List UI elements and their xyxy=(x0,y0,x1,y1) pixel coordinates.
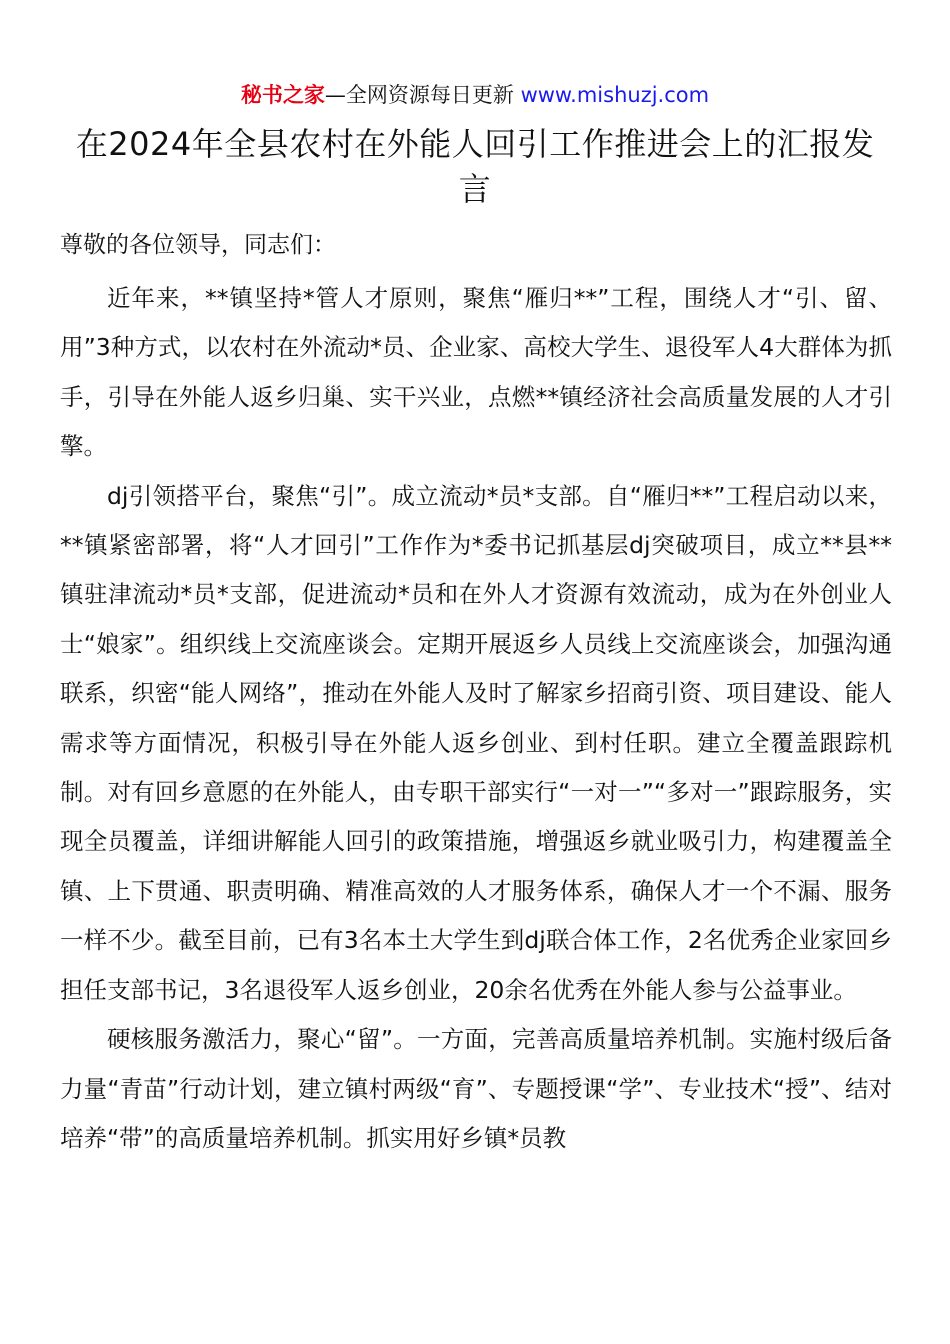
site-url-link[interactable]: www.mishuzj.com xyxy=(520,83,710,107)
document-body xyxy=(60,274,892,1163)
document-title: 在2024年全县农村在外能人回引工作推进会上的汇报发言 xyxy=(75,125,875,208)
salutation: 尊敬的各位领导，同志们： xyxy=(60,232,336,258)
brand-name: 秘书之家 xyxy=(240,83,325,107)
paragraph-retain: 硬核服务激活力，聚心“留”。一方面，完善高质量培养机制。实施村级后备力量“青苗”行动计划，建立镇村两级“育”、专题授课“学”、专业技术“授”、结对培养“带”的高质量培养机制。抓实用好乡镇*员教 xyxy=(60,1025,892,1152)
paragraph-intro: 近年来，**镇坚持*管人才原则，聚焦“雁归**”工程，围绕人才“引、留、用”3种方式，以农村在外流动*员、企业家、高校大学生、退役军人4大群体为抓手，引导在外能人返乡归巢、实干兴业，点燃**镇经济社会高质量发展的人才引擎。 xyxy=(60,284,892,461)
site-tagline: —全网资源每日更新 xyxy=(324,83,514,107)
site-header xyxy=(0,80,950,110)
paragraph-attract: dj引领搭平台，聚焦“引”。成立流动*员*支部。自“雁归**”工程启动以来，**镇紧密部署，将“人才回引”工作作为*委书记抓基层dj突破项目，成立**县**镇驻津流动*员*支部，促进流动*员和在外人才资源有效流动，成为在外创业人士“娘家”。组织线上交流座谈会。定期开展返乡人员线上交流座谈会，加强沟通联系，织密“能人网络”，推动在外能人及时了解家乡招商引资、项目建设、能人需求等方面情况，积极引导在外能人返乡创业、到村任职。建立全覆盖跟踪机制。对有回乡意愿的在外能人，由专职干部实行“一对一”“多对一”跟踪服务，实现全员覆盖，详细讲解能人回引的政策措施，增强返乡就业吸引力，构建覆盖全镇、上下贯通、职责明确、精准高效的人才服务体系，确保人才一个不漏、服务一样不少。截至目前，已有3名本土大学生到dj联合体工作，2名优秀企业家回乡担任支部书记，3名退役军人返乡创业，20余名优秀在外能人参与公益事业。 xyxy=(60,481,892,1004)
